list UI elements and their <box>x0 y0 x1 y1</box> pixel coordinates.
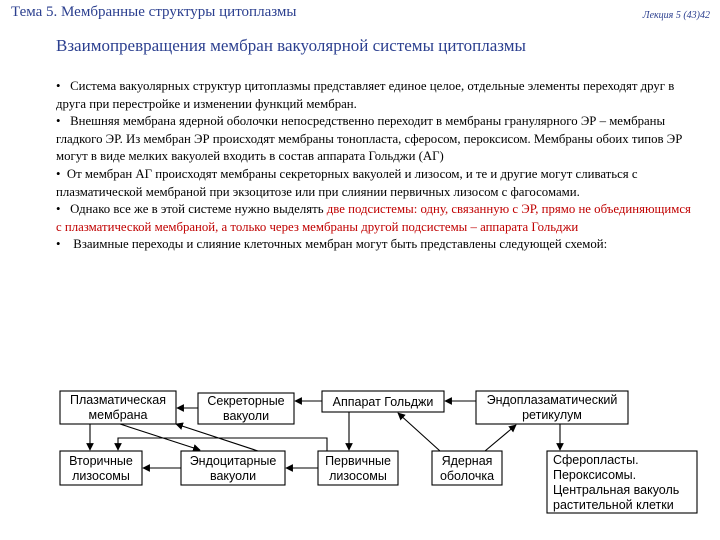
lecture-number: Лекция 5 (43)42 <box>642 10 710 21</box>
er-derivatives-label: растительной клетки <box>553 498 674 512</box>
bullet: • <box>56 114 61 129</box>
primary-lysosomes-label: лизосомы <box>329 469 387 483</box>
er-derivatives-label: Пероксисомы. <box>553 468 637 482</box>
arrow-primary-to-secondary-lysosomes <box>118 438 327 451</box>
slide-title: Взаимопревращения мембран вакуолярной системы цитоплазмы <box>56 36 526 55</box>
plasma-membrane-label: Плазматическая <box>70 393 166 407</box>
secondary-lysosomes-label: лизосомы <box>72 469 130 483</box>
arrow-nuclear-to-golgi <box>398 413 440 451</box>
golgi-label: Аппарат Гольджи <box>332 395 434 409</box>
er-derivatives-label: Сферопласты. <box>553 453 639 467</box>
bullet: • <box>56 166 61 181</box>
plasma-membrane-label: мембрана <box>88 408 148 422</box>
highlighted-text: две подсистемы: одну, связанную с ЭР, прямо не объединяющимся с плазматической мембраной, а только через мембраны другой подсистемы – аппарата Гольджи <box>56 202 691 234</box>
bullet: • <box>56 202 61 217</box>
secondary-lysosomes-label: Вторичные <box>69 454 133 468</box>
er-derivatives-label: Центральная вакуоль <box>553 483 680 497</box>
secretory-vacuoles-label: вакуоли <box>222 409 270 423</box>
nuclear-envelope-label: Ядерная <box>441 454 493 468</box>
topic-header: Тема 5. Мембранные структуры цитоплазмы <box>11 4 297 20</box>
endocytic-vacuoles-label: вакуоли <box>209 469 257 483</box>
arrow-nuclear-to-er <box>485 425 516 451</box>
er-label: ретикулум <box>522 408 582 422</box>
paragraph-text: Внешняя мембрана ядерной оболочки непосредственно переходит в мембраны гранулярного ЭР – мембраны гладкого ЭР. Из мембран ЭР происходят мембраны тонопласта, сферосом, пероксисом. Мембраны обоих типов ЭР могут в виде мелких вакуолей входить в состав аппарата Гольджи (АГ) <box>56 114 683 164</box>
paragraph-text: Взаимные переходы и слияние клеточных мембран могут быть представлены следующей схемой: <box>73 237 608 252</box>
paragraph-text: Система вакуолярных структур цитоплазмы представляет единое целое, отдельные элементы переходят друг в друга при перестройке и изменении функций мембран. <box>56 79 675 111</box>
bullet: • <box>56 237 61 252</box>
secretory-vacuoles-label: Секреторные <box>207 394 285 408</box>
bullet: • <box>56 79 61 93</box>
er-label: Эндоплазаматический <box>486 393 618 407</box>
paragraph-text: От мембран АГ происходят мембраны секреторных вакуолей и лизосом, и те и другие могут сливаться с плазматической мембраной при экзоцитозе или при слиянии первичных лизосом с фагосомами. <box>56 166 638 199</box>
endocytic-vacuoles-label: Эндоцитарные <box>189 454 277 468</box>
nuclear-envelope-label: оболочка <box>439 469 495 483</box>
paragraph-text: Однако все же в этой системе нужно выделять <box>70 202 327 217</box>
primary-lysosomes-label: Первичные <box>325 454 391 468</box>
